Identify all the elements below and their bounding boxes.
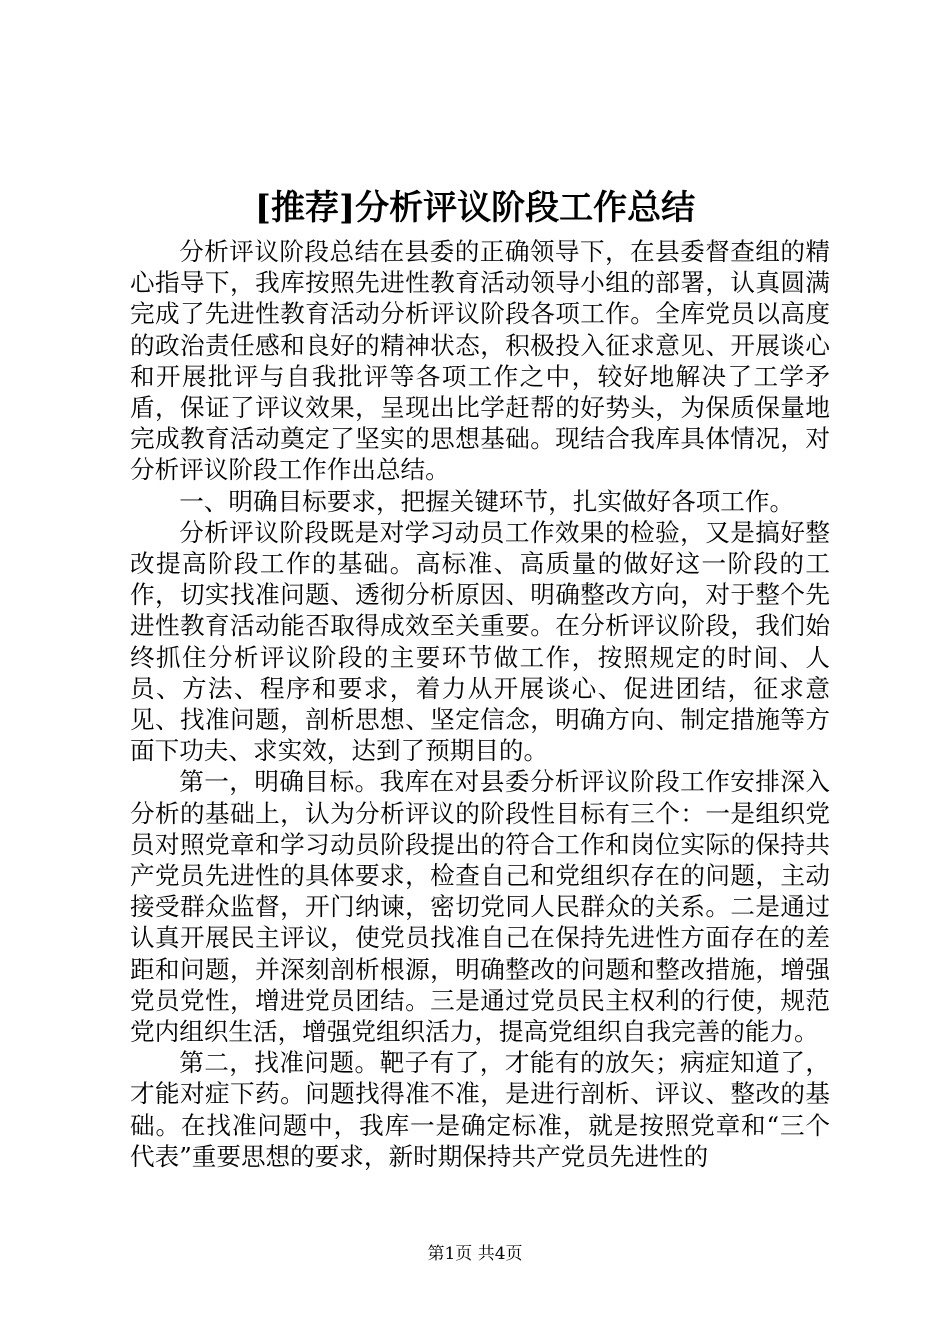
section-heading-1: 一、明确目标要求，把握关键环节，扎实做好各项工作。 [179, 486, 795, 516]
paragraph-second-problems: 第二，找准问题。靶子有了，才能有的放矢；病症知道了，才能对症下药。问题找得准不准，是进行剖析、评议、整改的基础。在找准问题中，我库一是确定标准，就是按照党章和“三个代表”重要思想的要求，新时期保持共产党员先进性的 [130, 1048, 830, 1171]
paragraph-analysis: 分析评议阶段既是对学习动员工作效果的检验，又是搞好整改提高阶段工作的基础。高标准、高质量的做好这一阶段的工作，切实找准问题、透彻分析原因、明确整改方向，对于整个先进性教育活动能否取得成效至关重要。在分析评议阶段，我们始终抓住分析评议阶段的主要环节做工作，按照规定的时间、人员、方法、程序和要求，着力从开展谈心、促进团结，征求意见、找准问题，剖析思想、坚定信念，明确方向、制定措施等方面下功夫、求实效，达到了预期目的。 [130, 517, 830, 766]
document-title: [推荐]分析评议阶段工作总结 [254, 188, 696, 228]
paragraph-intro: 分析评议阶段总结在县委的正确领导下，在县委督查组的精心指导下，我库按照先进性教育活动领导小组的部署，认真圆满完成了先进性教育活动分析评议阶段各项工作。全库党员以高度的政治责任感和良好的精神状态，积极投入征求意见、开展谈心和开展批评与自我批评等各项工作之中，较好地解决了工学矛盾，保证了评议效果，呈现出比学赶帮的好势头，为保质保量地完成教育活动奠定了坚实的思想基础。现结合我库具体情况，对分析评议阶段工作作出总结。 [130, 237, 830, 485]
document-body [130, 236, 830, 1172]
page-number-footer: 第1页 共4页 [427, 1244, 523, 1264]
paragraph-first-goal: 第一，明确目标。我库在对县委分析评议阶段工作安排深入分析的基础上，认为分析评议的阶段性目标有三个：一是组织党员对照党章和学习动员阶段提出的符合工作和岗位实际的保持共产党员先进性的具体要求，检查自己和党组织存在的问题，主动接受群众监督，开门纳谏，密切党同人民群众的关系。二是通过认真开展民主评议，使党员找准自己在保持先进性方面存在的差距和问题，并深刻剖析根源，明确整改的问题和整改措施，增强党员党性，增进党员团结。三是通过党员民主权利的行使，规范党内组织生活，增强党组织活力，提高党组织自我完善的能力。 [130, 767, 830, 1047]
